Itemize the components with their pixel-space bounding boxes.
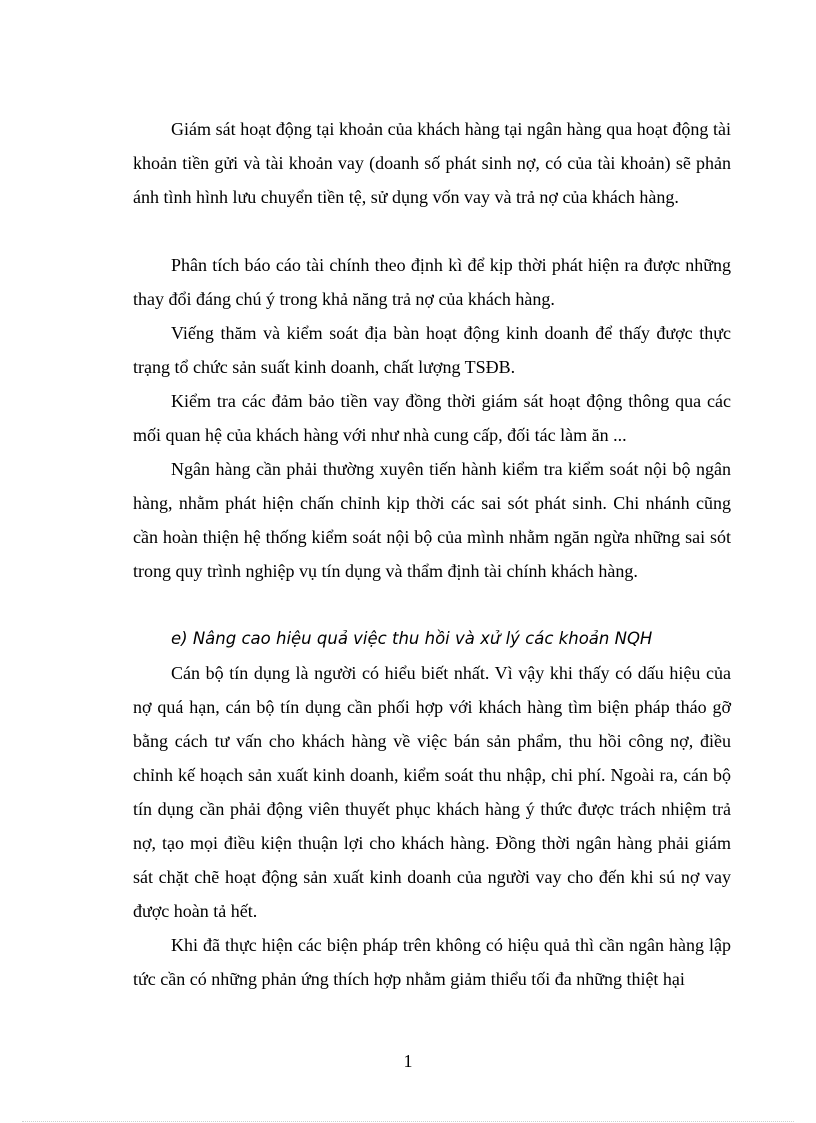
paragraph-site-visit: Viếng thăm và kiểm soát địa bàn hoạt động kinh doanh để thấy được thực trạng tổ chức sản suất kinh doanh, chất lượng TSĐB. (133, 323, 731, 377)
section-heading-debt-recovery: e) Nâng cao hiệu quả việc thu hồi và xử lý các khoản NQH (171, 629, 653, 648)
paragraph-account-monitoring: Giám sát hoạt động tại khoản của khách hàng tại ngân hàng qua hoạt động tài khoản tiền gửi và tài khoản vay (doanh số phát sinh nợ, có của tài khoản) sẽ phản ánh tình hình lưu chuyển tiền tệ, sử dụng vốn vay và trả nợ của khách hàng. (133, 119, 731, 207)
paragraph-credit-officer: Cán bộ tín dụng là người có hiểu biết nhất. Vì vậy khi thấy có dấu hiệu của nợ quá hạn, cán bộ tín dụng cần phối hợp với khách hàng tìm biện pháp tháo gỡ bằng cách tư vấn cho khách hàng về việc bán sản phẩm, thu hồi công nợ, điều chỉnh kế hoạch sản xuất kinh doanh, kiểm soát thu nhập, chi phí. Ngoài ra, cán bộ tín dụng cần phải động viên thuyết phục khách hàng ý thức được trách nhiệm trả nợ, tạo mọi điều kiện thuận lợi cho khách hàng. Đồng thời ngân hàng phải giám sát chặt chẽ hoạt động sản xuất kinh doanh của người vay cho đến khi sú nợ vay được hoàn tả hết. (133, 663, 731, 921)
page-number: 1 (403, 1051, 413, 1071)
paragraph-remedial-action: Khi đã thực hiện các biện pháp trên không có hiệu quả thì cần ngân hàng lập tức cần có những phản ứng thích hợp nhằm giảm thiểu tối đa những thiệt hại (133, 935, 731, 989)
paragraph-financial-analysis: Phân tích báo cáo tài chính theo định kì để kịp thời phát hiện ra được những thay đổi đáng chú ý trong khả năng trả nợ của khách hàng. (133, 255, 731, 309)
page-bottom-divider (22, 1121, 794, 1122)
paragraph-internal-control: Ngân hàng cần phải thường xuyên tiến hành kiểm tra kiểm soát nội bộ ngân hàng, nhằm phát hiện chấn chỉnh kịp thời các sai sót phát sinh. Chi nhánh cũng cần hoàn thiện hệ thống kiểm soát nội bộ của mình nhằm ngăn ngừa những sai sót trong quy trình nghiệp vụ tín dụng và thẩm định tài chính khách hàng. (133, 459, 731, 581)
paragraph-collateral-check: Kiểm tra các đảm bảo tiền vay đồng thời giám sát hoạt động thông qua các mối quan hệ của khách hàng với như nhà cung cấp, đối tác làm ăn ... (133, 391, 731, 445)
